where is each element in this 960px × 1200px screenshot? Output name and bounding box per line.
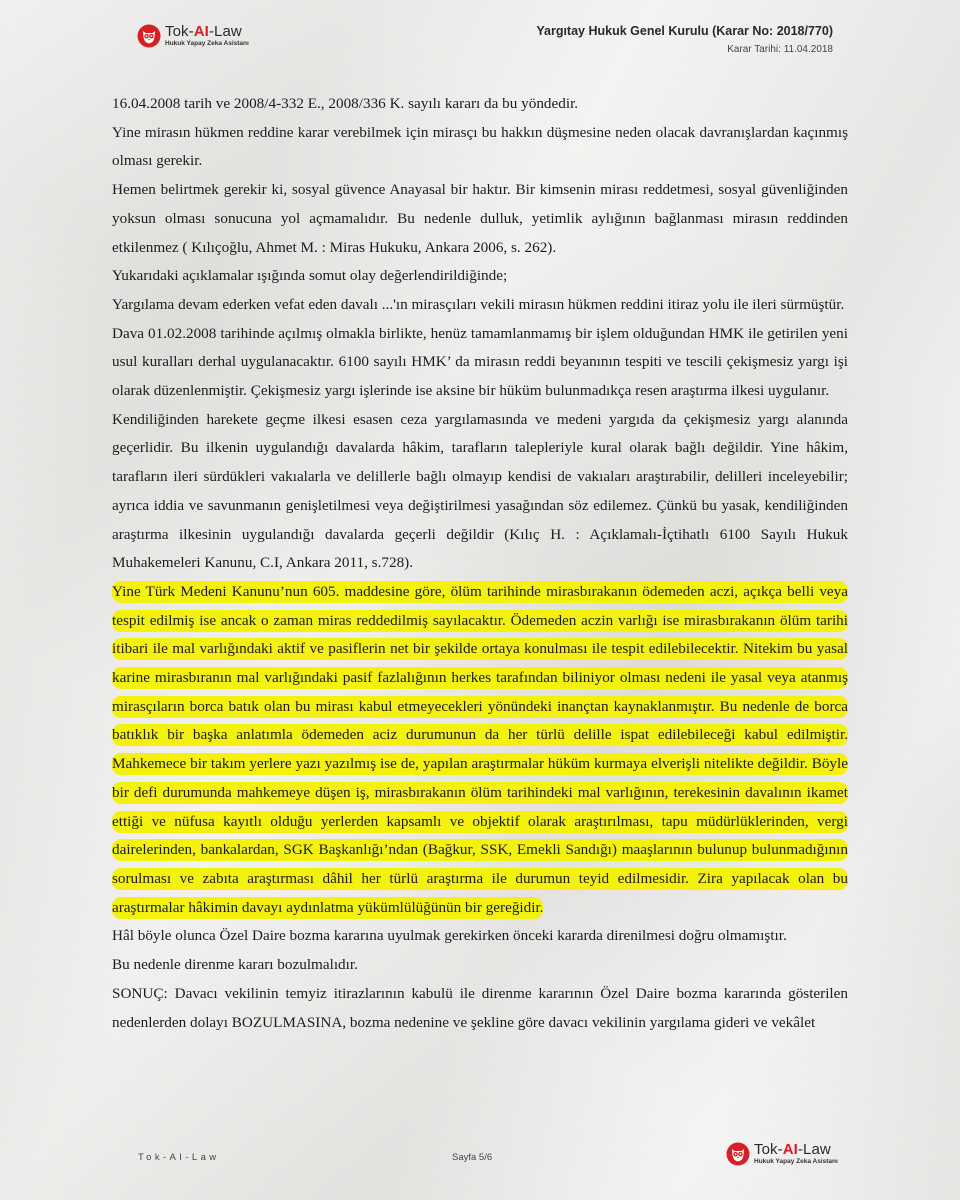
document-header: [536, 24, 833, 55]
paragraph: Hemen belirtmek gerekir ki, sosyal güvence Anayasal bir haktır. Bir kimsenin mirası reddetmesi, sosyal güvenliğinden yoksun olması sonucuna yol açmamalıdır. Bu nedenle dulluk, yetimlik aylığının bağlanması mirasın reddinden etkilenmez ( Kılıçoğlu, Ahmet M. : Miras Hukuku, Ankara 2006, s. 262).: [112, 181, 848, 256]
decision-date: Karar Tarihi: 11.04.2018: [727, 44, 833, 55]
page-number: Sayfa 5/6: [452, 1152, 493, 1163]
paragraph: Yukarıdaki açıklamalar ışığında somut olay değerlendirildiğinde;: [112, 267, 508, 285]
footer-brand-text: Tok-AI-Law: [138, 1152, 220, 1163]
paragraph: Hâl böyle olunca Özel Daire bozma kararına uyulmak gerekirken önceki kararda direnilmesi doğru olmamıştır.: [112, 927, 787, 945]
paragraph: Bu nedenle direnme kararı bozulmalıdır.: [112, 956, 358, 974]
brand-tagline: Hukuk Yapay Zeka Asistanı: [754, 1158, 838, 1166]
court-title: Yargıtay Hukuk Genel Kurulu (Karar No: 2018/770): [536, 24, 833, 38]
paragraph: Dava 01.02.2008 tarihinde açılmış olmakla birlikte, henüz tamamlanmamış bir işlem olduğundan HMK ile getirilen yeni usul kuralları derhal uygulanacaktır. 6100 sayılı HMK’ da mirasın reddi beyanının tespiti ve tescili çekişmesiz yargı işi olarak düzenlenmiştir. Çekişmesiz yargı işlerinde ise aksine bir hüküm bulunmadıkça resen araştırma ilkesi uygulanır.: [112, 324, 848, 400]
paragraph: Kendiliğinden harekete geçme ilkesi esasen ceza yargılamasında ve medeni yargıda da çekişmesiz yargı alanında geçerlidir. Bu ilkenin uygulandığı davalarda hâkim, tarafların talepleriyle kural olarak bağlı değildir. Yine hâkim, tarafların ileri sürdükleri vakıalarla ve delillerle bağlı olmayıp kendisi de vakıaları araştırabilir, delilleri inceleyebilir; ayrıca iddia ve savunmanın genişletilmesi veya değiştirilmesi yasağından söz edilemez. Çünkü bu yasak, kendiliğinden araştırma ilkesinin uygulandığı davalarda geçerli değildir (Kılıç H. : Açıklamalı-İçtihatlı 6100 Sayılı Hukuk Muhakemeleri Kanunu, C.I, Ankara 2011, s.728).: [112, 410, 848, 572]
owl-logo-icon: [137, 24, 161, 48]
brand-tagline: Hukuk Yapay Zeka Asistanı: [165, 40, 249, 48]
footer-logo: [726, 1142, 838, 1166]
highlighted-paragraph: [112, 578, 848, 922]
brand-name: Tok-AI-Law: [754, 1141, 831, 1159]
brand-name: Tok-AI-Law: [165, 23, 242, 41]
paragraph: Yine mirasın hükmen reddine karar verebilmek için mirasçı bu hakkın düşmesine neden olacak davranışlardan kaçınmış olması gerekir.: [112, 123, 848, 170]
paragraph: SONUÇ: Davacı vekilinin temyiz itirazlarının kabulü ile direnme kararının Özel Daire bozma kararında gösterilen nedenlerden dolayı BOZULMASINA, bozma nedenine ve şekline göre davacı vekilinin yargılama gideri ve vekâlet: [112, 984, 848, 1031]
header-logo: [137, 24, 249, 48]
document-body: [112, 90, 848, 1037]
paragraph: Yargılama devam ederken vefat eden davalı ...'ın mirasçıları vekili mirasın hükmen reddini itiraz yolu ile ileri sürmüştür.: [112, 295, 845, 313]
paragraph: 16.04.2008 tarih ve 2008/4-332 E., 2008/336 K. sayılı kararı da bu yöndedir.: [112, 95, 579, 112]
text-highlight: Yine Türk Medeni Kanunu’nun 605. maddesine göre, ölüm tarihinde mirasbırakanın ödemeden aczi, açıkça belli veya tespit edilmiş ise ancak o zaman miras reddedilmiş sayılacaktır. Ödemeden aczin varlığı ise mirasbırakanın ölüm tarihi itibari ile mal varlığındaki aktif ve pasiflerin net bir şekilde ortaya konulması ile tespit edilebilecektir. Nitekim bu yasal karine mirasbıranın mal varlığındaki pasif fazlalığının herkes tarafından biliniyor olması nedeni ile yasal veya atanmış mirasçıların borca batık olan bu mirası kabul etmeyecekleri yönündeki inançtan kaynaklanmıştır. Bu nedenle de borca batıklık bir başka anlatımla ödemeden aciz durumunun da her türlü delille ispat edilebileceği kabul edilmiştir. Mahkemece bir takım yerlere yazı yazılmış ise de, yapılan araştırmalar hüküm kurmaya elverişli nitelikte değildir. Böyle bir defi durumunda mahkemeye düşen iş, mirasbırakanın ölüm tarihindeki mal varlığının, terekesinin davalının ikamet ettiği ve nüfusa kayıtlı olduğu yerlerden kapsamlı ve objektif olarak araştırılması, tapu müdürlüklerinden, vergi dairelerinden, bankalardan, SGK Başkanlığı’ndan (Bağkur, SSK, Emekli Sandığı) maaşlarının bulunup bulunmadığının sorulması ve zabıta araştırması dâhil her türlü araştırma ile durumun teyid edilmesidir. Zira yapılacak olan bu araştırmalar hâkimin davayı aydınlatma yükümlülüğünün bir gereğidir.: [112, 581, 848, 919]
owl-logo-icon: [726, 1142, 750, 1166]
